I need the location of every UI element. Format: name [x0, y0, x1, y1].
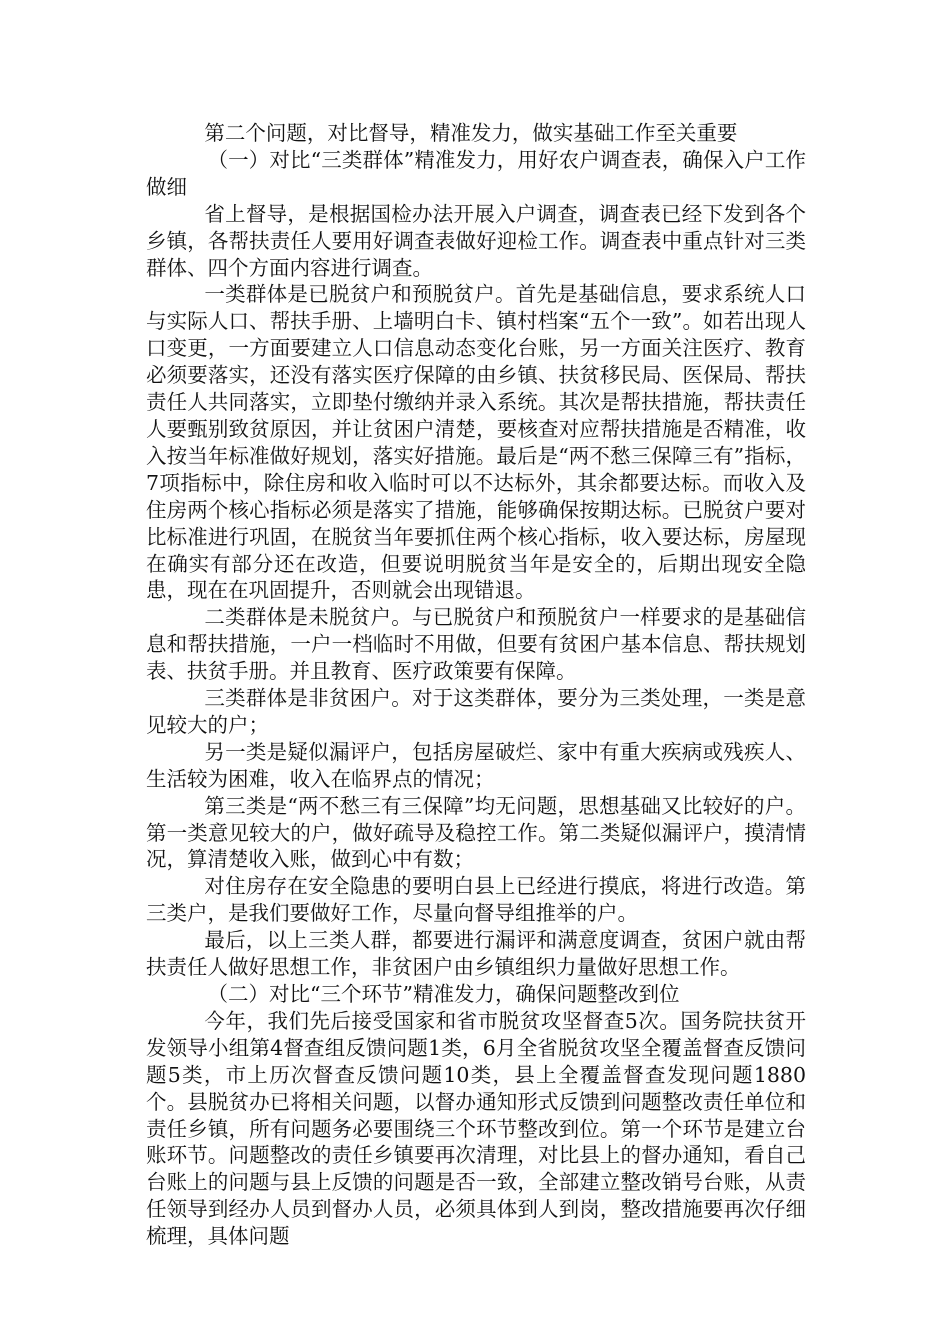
subsection-heading-1: （一）对比“三类群体”精准发力，用好农户调查表，确保入户工作做细: [146, 147, 806, 199]
body-paragraph: 三类群体是非贫困户。对于这类群体，要分为三类处理，一类是意见较大的户；: [146, 686, 806, 737]
body-paragraph: 第三类是“两不愁三有三保障”均无问题，思想基础又比较好的户。第一类意见较大的户，做好疏导及稳控工作。第二类疑似漏评户，摸清情况，算清楚收入账，做到心中有数；: [146, 793, 806, 872]
body-paragraph: 另一类是疑似漏评户，包括房屋破烂、家中有重大疾病或残疾人、生活较为困难，收入在临界点的情况；: [146, 739, 806, 791]
body-paragraph: 省上督导，是根据国检办法开展入户调查，调查表已经下发到各个乡镇，各帮扶责任人要用好调查表做好迎检工作。调查表中重点针对三类群体、四个方面内容进行调查。: [146, 201, 806, 280]
body-paragraph: 最后，以上三类人群，都要进行漏评和满意度调查，贫困户就由帮扶责任人做好思想工作，非贫困户由乡镇组织力量做好思想工作。: [146, 928, 806, 980]
subsection-heading-2: （二）对比“三个环节”精准发力，确保问题整改到位: [207, 982, 680, 1006]
body-paragraph: 今年，我们先后接受国家和省市脱贫攻坚督查5次。国务院扶贫开发领导小组第4督查组反馈问题1类，6月全省脱贫攻坚全覆盖督查反馈问题5类，市上历次督查反馈问题10类，县上全覆盖督查发现问题1880个。县脱贫办已将相关问题，以督办通知形式反馈到问题整改责任单位和责任乡镇，所有问题务必要围绕三个环节整改到位。第一个环节是建立台账环节。问题整改的责任乡镇要再次清理，对比县上的督办通知，看自己台账上的问题与县上反馈的问题是否一致，全部建立整改销号台账，从责任领导到经办人员到督办人员，必须具体到人到岗，整改措施要再次仔细梳理，具体问题: [146, 1008, 806, 1249]
body-paragraph: 对住房存在安全隐患的要明白县上已经进行摸底，将进行改造。第三类户，是我们要做好工作，尽量向督导组推举的户。: [146, 874, 806, 926]
section-heading: 第二个问题，对比督导，精准发力，做实基础工作至关重要: [204, 121, 738, 145]
document-page: [146, 120, 806, 1250]
body-paragraph: 二类群体是未脱贫户。与已脱贫户和预脱贫户一样要求的是基础信息和帮扶措施，一户一档临时不用做，但要有贫困户基本信息、帮扶规划表、扶贫手册。并且教育、医疗政策要有保障。: [146, 605, 806, 684]
body-paragraph: 一类群体是已脱贫户和预脱贫户。首先是基础信息，要求系统人口与实际人口、帮扶手册、上墙明白卡、镇村档案“五个一致”。如若出现人口变更，一方面要建立人口信息动态变化台账，另一方面关注医疗、教育必须要落实，还没有落实医疗保障的由乡镇、扶贫移民局、医保局、帮扶责任人共同落实，立即垫付缴纳并录入系统。其次是帮扶措施，帮扶责任人要甄别致贫原因，并让贫困户清楚，要核查对应帮扶措施是否精准，收入按当年标准做好规划，落实好措施。最后是“两不愁三保障三有”指标，7项指标中，除住房和收入临时可以不达标外，其余都要达标。而收入及住房两个核心指标必须是落实了措施，能够确保按期达标。已脱贫户要对比标准进行巩固，在脱贫当年要抓住两个核心指标，收入要达标，房屋现在确实有部分还在改造，但要说明脱贫当年是安全的，后期出现安全隐患，现在在巩固提升，否则就会出现错退。: [146, 282, 806, 603]
